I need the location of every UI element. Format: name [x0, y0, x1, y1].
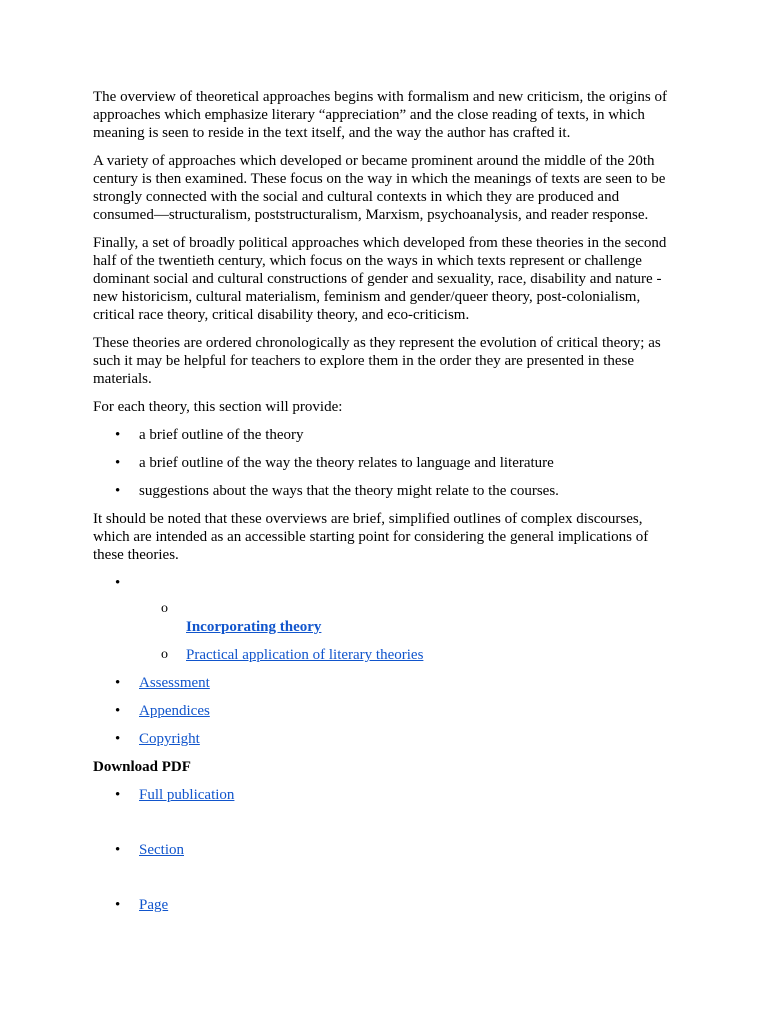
nav-item [93, 702, 678, 720]
provides-list [93, 426, 678, 500]
list-item: • suggestions about the ways that the theory might relate to the courses. [93, 482, 678, 500]
appendices-link[interactable]: Appendices [139, 703, 210, 719]
download-item [93, 841, 678, 859]
sub-navigation-list [139, 600, 678, 664]
list-item: • a brief outline of the way the theory relates to language and literature [93, 454, 678, 472]
download-page-link[interactable]: Page [139, 897, 169, 913]
list-item: • a brief outline of the theory [93, 426, 678, 444]
paragraph-chronology: These theories are ordered chronologically as they represent the evolution of critical theory; as such it may be helpful for teachers to explore them in the order they are presented in these materials. [93, 335, 661, 387]
nav-item [93, 674, 678, 692]
download-pdf-heading: Download PDF [93, 759, 191, 775]
copyright-link[interactable]: Copyright [139, 731, 200, 747]
download-list [93, 786, 678, 914]
paragraph-closing: It should be noted that these overviews are brief, simplified outlines of complex discourses, which are intended as an accessible starting point for considering the general implications of these theories. [93, 511, 649, 563]
navigation-list [93, 574, 678, 748]
sub-nav-item [139, 646, 678, 664]
assessment-link[interactable]: Assessment [139, 675, 210, 691]
paragraph-intro: The overview of theoretical approaches begins with formalism and new criticism, the origins of approaches which emphasize literary “appreciation” and the close reading of texts, in which meaning is seen to reside in the text itself, and the way the author has crafted it. [93, 89, 667, 141]
paragraph-political: Finally, a set of broadly political approaches which developed from these theories in the second half of the twentieth century, which focus on the ways in which texts represent or challenge dominant social and cultural constructions of gender and sexuality, race, disability and nature - new historicism, cultural materialism, feminism and gender/queer theory, post-colonialism, critical race theory, critical disability theory, and eco-criticism. [93, 235, 667, 323]
empty-bullet [139, 574, 678, 592]
nav-item-group [93, 574, 678, 664]
practical-application-link[interactable]: Practical application of literary theories [186, 647, 424, 663]
download-item [93, 786, 678, 804]
nav-item [93, 730, 678, 748]
paragraph-mid-century: A variety of approaches which developed or became prominent around the middle of the 20th century is then examined. These focus on the way in which the meanings of texts are seen to be strongly connected with the social and cultural contexts in which they are produced and consumed—structuralism, poststructuralism, Marxism, psychoanalysis, and reader response. [93, 153, 666, 223]
paragraph-provides-intro: For each theory, this section will provide: [93, 399, 343, 415]
document-body [93, 88, 678, 924]
download-full-publication-link[interactable]: Full publication [139, 787, 235, 803]
incorporating-theory-link[interactable]: Incorporating theory [186, 619, 322, 635]
download-section-link[interactable]: Section [139, 842, 184, 858]
sub-nav-item [139, 600, 678, 636]
download-item [93, 896, 678, 914]
